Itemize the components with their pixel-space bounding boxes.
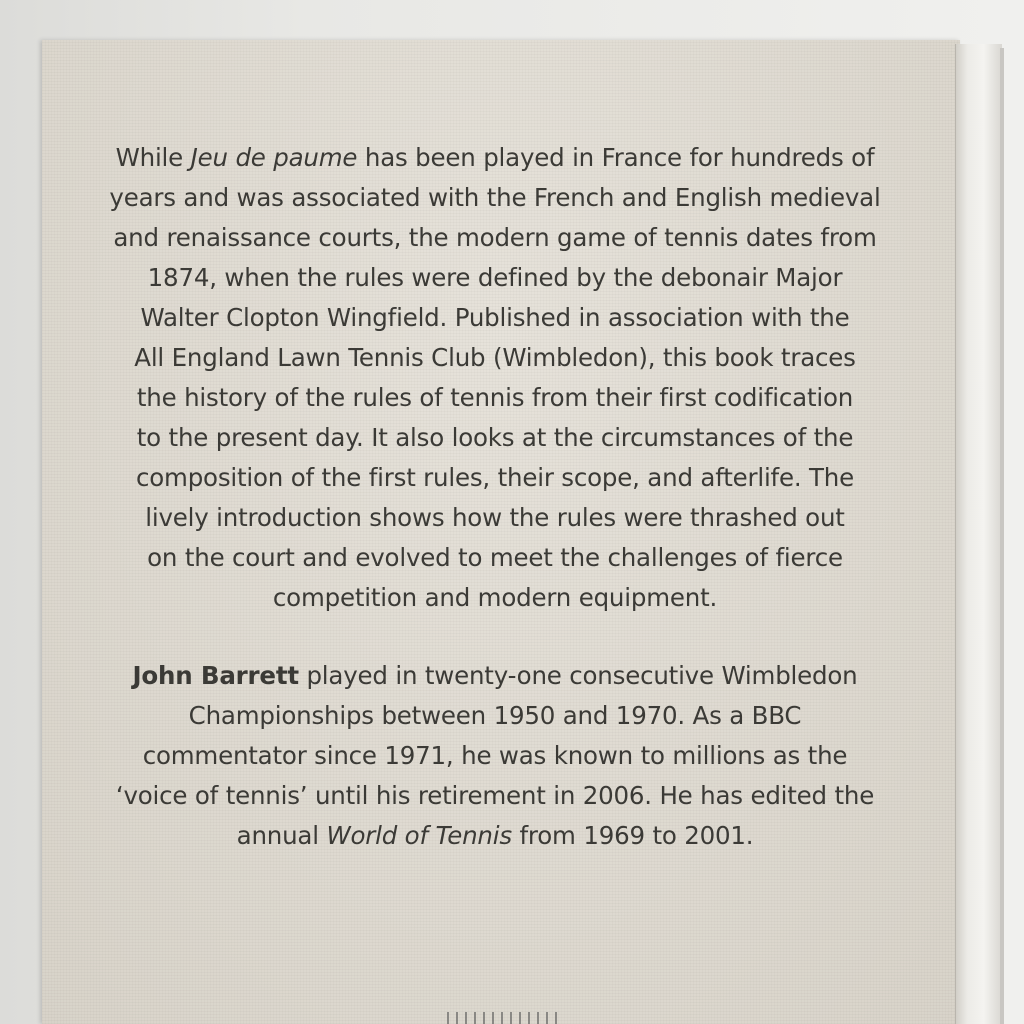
book-spine — [955, 44, 1002, 1024]
back-cover-text — [62, 138, 928, 856]
author-line: annual World of Tennis from 1969 to 2001. — [236, 821, 754, 850]
blurb-line: on the court and evolved to meet the challenges of fierce — [147, 543, 843, 572]
blurb-line: composition of the first rules, their scope, and afterlife. The — [135, 463, 855, 492]
author-line: Championships between 1950 and 1970. As a BBC — [188, 701, 802, 730]
author-name: John Barrett — [132, 661, 299, 690]
blurb-line: and renaissance courts, the modern game of tennis dates from — [113, 223, 877, 252]
author-line: John Barrett played in twenty-one consecutive Wimbledon — [132, 661, 858, 690]
blurb-line: While Jeu de paume has been played in France for hundreds of — [115, 143, 875, 172]
spine-edge — [1000, 48, 1004, 1024]
blurb-line: competition and modern equipment. — [272, 583, 718, 612]
blurb-line: to the present day. It also looks at the circumstances of the — [136, 423, 854, 452]
blurb-line: Walter Clopton Wingfield. Published in association with the — [140, 303, 850, 332]
blurb-line: 1874, when the rules were defined by the debonair Major — [147, 263, 843, 292]
author-bio-paragraph — [62, 656, 928, 856]
blurb-line: lively introduction shows how the rules were thrashed out — [145, 503, 845, 532]
blurb-line: the history of the rules of tennis from their first codification — [136, 383, 854, 412]
barcode-top — [447, 1012, 557, 1024]
blurb-line: years and was associated with the French and English medieval — [109, 183, 881, 212]
description-paragraph — [62, 138, 928, 618]
blurb-line: All England Lawn Tennis Club (Wimbledon), this book traces — [134, 343, 856, 372]
author-line: ‘voice of tennis’ until his retirement in 2006. He has edited the — [115, 781, 875, 810]
author-line: commentator since 1971, he was known to millions as the — [142, 741, 848, 770]
